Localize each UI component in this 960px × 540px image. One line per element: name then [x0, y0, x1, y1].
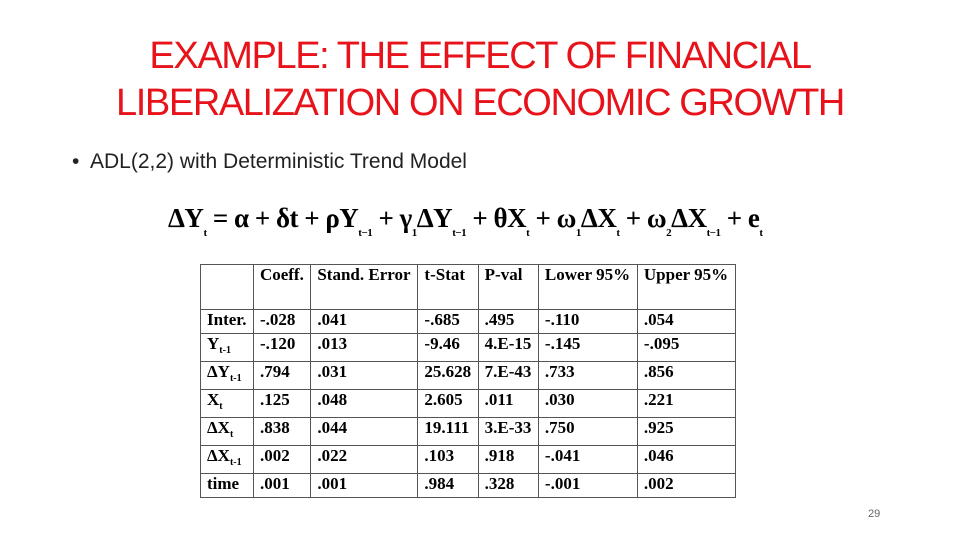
table-row: [201, 390, 736, 418]
table-cell: .328: [478, 474, 538, 498]
table-cell: -.110: [538, 310, 637, 334]
table-cell: -.001: [538, 474, 637, 498]
equation-term-subscript: t: [759, 227, 763, 239]
slide-title-line-2: LIBERALIZATION ON ECONOMIC GROWTH: [116, 82, 844, 124]
page-number: 29: [868, 508, 881, 520]
column-header: Stand. Error: [311, 265, 418, 310]
row-label: [201, 446, 254, 474]
equation-term: ΔY: [416, 203, 453, 233]
equation-term: + e: [720, 203, 760, 233]
table-cell: .041: [311, 310, 418, 334]
row-label-subscript: t-1: [219, 345, 231, 356]
equation-term-subscript: t−1: [452, 227, 467, 239]
table-cell: .011: [478, 390, 538, 418]
table-cell: .001: [311, 474, 418, 498]
table-cell: .103: [418, 446, 478, 474]
bullet-item: [72, 150, 467, 174]
table-cell: .013: [311, 334, 418, 362]
table-cell: -.095: [637, 334, 735, 362]
table-cell: -.120: [253, 334, 310, 362]
table-cell: .495: [478, 310, 538, 334]
column-header: Coeff.: [253, 265, 310, 310]
row-label-text: ΔY: [207, 362, 230, 381]
table-cell: .002: [253, 446, 310, 474]
table-cell: -.685: [418, 310, 478, 334]
equation-term-subscript: t−1: [358, 227, 373, 239]
table-cell: 2.605: [418, 390, 478, 418]
row-label-text: time: [207, 474, 240, 493]
equation-term-subscript: t: [526, 227, 530, 239]
row-label-subscript: t: [219, 401, 223, 412]
regression-results-table: [200, 264, 736, 498]
table-cell: 19.111: [418, 418, 478, 446]
table-row: [201, 310, 736, 334]
equation-lhs: ΔY: [168, 203, 204, 233]
table-cell: .794: [253, 362, 310, 390]
row-label: [201, 390, 254, 418]
table-cell: -.028: [253, 310, 310, 334]
table-cell: .022: [311, 446, 418, 474]
column-header: Upper 95%: [637, 265, 735, 310]
slide-title-line-1: EXAMPLE: THE EFFECT OF FINANCIAL: [149, 35, 811, 77]
table-cell: 7.E-43: [478, 362, 538, 390]
row-label-text: Y: [207, 334, 220, 353]
table-cell: .984: [418, 474, 478, 498]
column-header: Lower 95%: [538, 265, 637, 310]
table-cell: .048: [311, 390, 418, 418]
table-cell: .925: [637, 418, 735, 446]
equation-term-subscript: 1: [575, 227, 581, 239]
table-cell: .221: [637, 390, 735, 418]
table-cell: .856: [637, 362, 735, 390]
table-cell: .031: [311, 362, 418, 390]
equation-term: = α + δt + ρY: [206, 203, 359, 233]
row-label-subscript: t-1: [229, 457, 242, 468]
row-label-text: Inter.: [207, 310, 247, 329]
table-cell: .054: [637, 310, 735, 334]
table-cell: .733: [538, 362, 637, 390]
equation-term-subscript: 1: [411, 227, 417, 239]
table-row: [201, 446, 736, 474]
row-label: [201, 362, 254, 390]
row-label-subscript: t-1: [229, 373, 242, 384]
bullet-dot-icon: •: [72, 150, 80, 173]
table-cell: .125: [253, 390, 310, 418]
equation-term: + ω: [529, 203, 576, 233]
table-row: [201, 334, 736, 362]
table-cell: .838: [253, 418, 310, 446]
row-label: [201, 418, 254, 446]
row-label: [201, 474, 254, 498]
table-cell: -.145: [538, 334, 637, 362]
row-label-text: X: [207, 390, 220, 409]
table-body: [201, 310, 736, 498]
table-cell: .030: [538, 390, 637, 418]
equation-term-subscript: 2: [666, 227, 672, 239]
row-label-subscript: t: [229, 429, 234, 440]
equation-term: ΔX: [580, 203, 617, 233]
table-cell: 25.628: [418, 362, 478, 390]
table-header-row: [201, 265, 736, 310]
equation-term: + γ: [372, 203, 412, 233]
row-label: [201, 310, 254, 334]
equation-terms: [206, 203, 763, 239]
row-label: [201, 334, 254, 362]
table-cell: 3.E-33: [478, 418, 538, 446]
table-cell: .002: [637, 474, 735, 498]
bullet-text: ADL(2,2) with Deterministic Trend Model: [90, 150, 467, 173]
table-cell: .044: [311, 418, 418, 446]
equation-term-subscript: t−1: [706, 227, 721, 239]
equation-term: + ω: [619, 203, 667, 233]
equation-term: + θX: [466, 203, 527, 233]
table-cell: .001: [253, 474, 310, 498]
table-cell: -.041: [538, 446, 637, 474]
row-label-text: ΔX: [207, 446, 230, 465]
adl-equation: [168, 203, 808, 243]
table-cell: .046: [637, 446, 735, 474]
equation-lhs-subscript: t: [203, 227, 207, 239]
column-header: [201, 265, 254, 310]
column-header: t-Stat: [418, 265, 478, 310]
column-header: P-val: [478, 265, 538, 310]
table-row: [201, 418, 736, 446]
slide-title: [0, 33, 960, 127]
table-cell: .918: [478, 446, 538, 474]
equation-term-subscript: t: [616, 227, 620, 239]
table-row: [201, 474, 736, 498]
table-row: [201, 362, 736, 390]
table-cell: 4.E-15: [478, 334, 538, 362]
row-label-text: ΔX: [207, 418, 230, 437]
table-cell: .750: [538, 418, 637, 446]
table-cell: -9.46: [418, 334, 478, 362]
equation-term: ΔX: [671, 203, 707, 233]
